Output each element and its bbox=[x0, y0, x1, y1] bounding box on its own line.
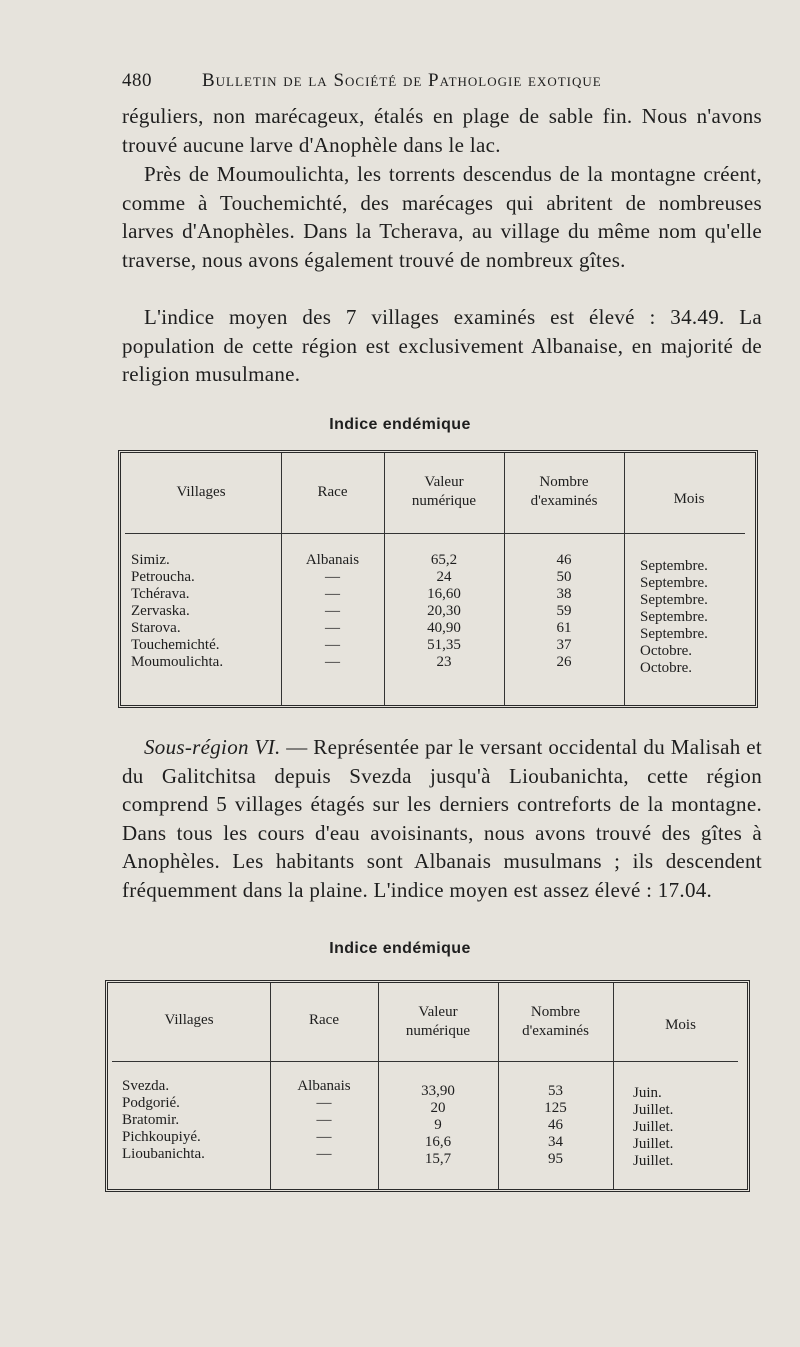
header-valeur-line-1: Valeur bbox=[418, 1004, 458, 1020]
table-cell: 24 bbox=[436, 569, 452, 585]
table-cell: Juillet. bbox=[633, 1153, 674, 1169]
table-cell: Podgorié. bbox=[122, 1095, 180, 1111]
table-cell: 51,35 bbox=[427, 637, 461, 653]
mois-column bbox=[633, 1085, 743, 1170]
header-valeur-line-2: numérique bbox=[411, 493, 477, 509]
table-cell: Pichkoupiyé. bbox=[122, 1129, 201, 1145]
table-cell: 16,60 bbox=[427, 586, 461, 602]
table-cell: Juillet. bbox=[633, 1119, 674, 1135]
table-cell: 16,6 bbox=[424, 1134, 452, 1150]
villages-column bbox=[122, 1078, 270, 1163]
header-valeur bbox=[378, 1003, 498, 1041]
table-2-caption: Indice endémique bbox=[329, 940, 471, 957]
table-cell: 33,90 bbox=[421, 1083, 455, 1099]
paragraph-4 bbox=[122, 733, 762, 904]
nombre-column bbox=[504, 552, 624, 671]
subregion-heading: Sous-région VI. bbox=[144, 735, 281, 759]
table-cell: 50 bbox=[556, 569, 572, 585]
race-column bbox=[270, 1078, 378, 1163]
villages-column bbox=[131, 552, 281, 671]
table-cell: — bbox=[325, 637, 340, 653]
header-mois: Mois bbox=[673, 491, 705, 507]
header-race: Race bbox=[309, 1012, 339, 1028]
header-valeur-line-1: Valeur bbox=[424, 474, 464, 490]
table-cell: 9 bbox=[434, 1117, 442, 1133]
mois-column bbox=[640, 558, 755, 677]
table-cell: Septembre. bbox=[640, 592, 708, 608]
table-cell: Septembre. bbox=[640, 558, 708, 574]
table-cell: 37 bbox=[556, 637, 572, 653]
table-cell: 125 bbox=[544, 1100, 567, 1116]
table-cell: 40,90 bbox=[427, 620, 461, 636]
table-cell: 23 bbox=[436, 654, 452, 670]
header-race: Race bbox=[317, 484, 348, 500]
table-cell: Octobre. bbox=[640, 643, 693, 659]
table-cell: — bbox=[316, 1112, 332, 1128]
table-cell: 38 bbox=[556, 586, 572, 602]
table-cell: Svezda. bbox=[122, 1078, 170, 1094]
table-cell: Juin. bbox=[633, 1085, 662, 1101]
nombre-column bbox=[498, 1083, 613, 1168]
table-cell: 46 bbox=[548, 1117, 563, 1133]
header-nombre bbox=[498, 1003, 613, 1041]
table-cell: 26 bbox=[556, 654, 572, 670]
journal-title: Bulletin de la Société de Pathologie exotique bbox=[202, 70, 602, 91]
table-cell: Septembre. bbox=[640, 609, 708, 625]
table-cell: — bbox=[325, 586, 340, 602]
table-cell: — bbox=[325, 654, 340, 670]
table-cell: Lioubanichta. bbox=[122, 1146, 205, 1162]
header-valeur-line-2: numérique bbox=[405, 1023, 471, 1039]
table-cell: Petroucha. bbox=[131, 569, 195, 585]
endemic-index-table-1 bbox=[118, 450, 758, 708]
valeur-column bbox=[378, 1083, 498, 1168]
header-nombre-line-2: d'examinés bbox=[530, 493, 598, 509]
table-cell: Bratomir. bbox=[122, 1112, 180, 1128]
table-cell: — bbox=[316, 1095, 332, 1111]
table-cell: 46 bbox=[556, 552, 572, 568]
header-valeur bbox=[384, 473, 504, 511]
header-nombre-line-1: Nombre bbox=[539, 474, 589, 490]
race-column bbox=[281, 552, 384, 671]
paragraph-4-text: — Représentée par le versant occidental du Malisah et du Galitchitsa depuis Svezda jusqu'à Lioubanichta, cette région comprend 5 villages étagés sur les derniers contreforts de la montagne. Dans tous les cours d'eau avoisinants, nous avons trouvé des gîtes à Anophèles. Les habitants sont Albanais musulmans ; ils descendent fréquemment dans la plaine. L'indice moyen est assez élevé : 17.04. bbox=[122, 735, 762, 902]
table-cell: 65,2 bbox=[430, 552, 458, 568]
paragraph-2: Près de Moumoulichta, les torrents descendus de la montagne créent, comme à Touchemichté, des marécages qui abritent de nombreuses larves d'Anophèles. Dans la Tcherava, au village du même nom qu'elle traverse, nous avons également trouvé de nombreux gîtes. bbox=[122, 162, 762, 272]
header-rule bbox=[125, 533, 745, 534]
table-cell: — bbox=[325, 603, 340, 619]
header-nombre bbox=[504, 473, 624, 511]
valeur-column bbox=[384, 552, 504, 671]
table-cell: Starova. bbox=[131, 620, 181, 636]
table-cell: — bbox=[316, 1129, 332, 1145]
table-cell: 59 bbox=[556, 603, 572, 619]
endemic-index-table-2 bbox=[105, 980, 750, 1192]
table-cell: — bbox=[325, 569, 340, 585]
table-cell: 53 bbox=[548, 1083, 563, 1099]
table-cell: — bbox=[316, 1146, 332, 1162]
table-cell: Albanais bbox=[305, 552, 360, 568]
table-cell: 61 bbox=[556, 620, 572, 636]
table-cell: Moumoulichta. bbox=[131, 654, 224, 670]
table-cell: 20,30 bbox=[427, 603, 461, 619]
header-mois: Mois bbox=[665, 1017, 696, 1033]
table-cell: Tchérava. bbox=[131, 586, 190, 602]
table-cell: Juillet. bbox=[633, 1102, 674, 1118]
header-nombre-line-1: Nombre bbox=[530, 1004, 581, 1020]
table-cell: — bbox=[325, 620, 340, 636]
page-number: 480 bbox=[122, 70, 152, 91]
running-header bbox=[122, 70, 682, 102]
table-cell: Zervaska. bbox=[131, 603, 190, 619]
paragraph-3: L'indice moyen des 7 villages examinés est élevé : 34.49. La population de cette région est exclusivement Albanaise, en majorité de religion musulmane. bbox=[122, 305, 762, 386]
table-cell: Juillet. bbox=[633, 1136, 674, 1152]
column-divider bbox=[613, 983, 614, 1189]
table-1-caption: Indice endémique bbox=[329, 416, 471, 433]
table-cell: Septembre. bbox=[640, 626, 708, 642]
header-villages: Villages bbox=[176, 484, 226, 500]
table-cell: Simiz. bbox=[131, 552, 170, 568]
table-cell: Octobre. bbox=[640, 660, 693, 676]
table-cell: 20 bbox=[430, 1100, 446, 1116]
table-cell: Septembre. bbox=[640, 575, 708, 591]
table-cell: Albanais bbox=[297, 1078, 351, 1094]
paragraph-1: réguliers, non marécageux, étalés en plage de sable fin. Nous n'avons trouvé aucune larve d'Anophèle dans le lac. bbox=[122, 104, 762, 157]
header-nombre-line-2: d'examinés bbox=[522, 1023, 589, 1039]
table-cell: 15,7 bbox=[424, 1151, 452, 1167]
table-cell: 95 bbox=[548, 1151, 563, 1167]
table-cell: Touchemichté. bbox=[131, 637, 220, 653]
table-cell: 34 bbox=[548, 1134, 563, 1150]
header-rule bbox=[112, 1061, 738, 1062]
header-villages: Villages bbox=[164, 1012, 214, 1028]
